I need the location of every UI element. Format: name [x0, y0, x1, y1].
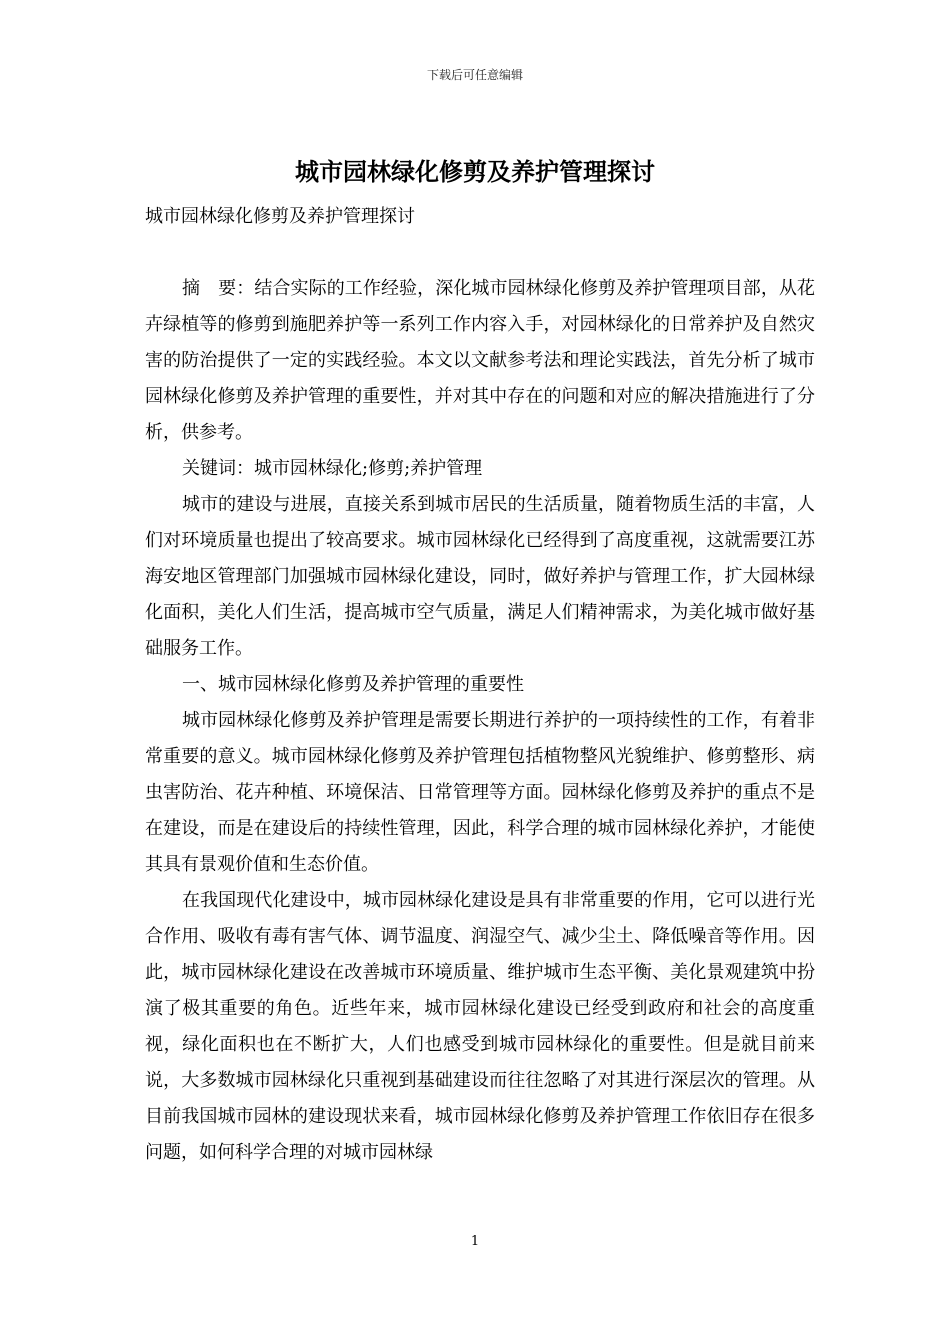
document-title: 城市园林绿化修剪及养护管理探讨	[295, 157, 655, 186]
document-subtitle: 城市园林绿化修剪及养护管理探讨	[145, 206, 415, 227]
body-paragraph: 在我国现代化建设中，城市园林绿化建设是具有非常重要的作用，它可以进行光合作用、吸收有毒有害气体、调节温度、润湿空气、减少尘土、降低噪音等作用。因此，城市园林绿化建设在改善城市环境质量、维护城市生态平衡、美化景观建筑中扮演了极其重要的角色。近些年来，城市园林绿化建设已经受到政府和社会的高度重视，绿化面积也在不断扩大，人们也感受到城市园林绿化的重要性。但是就目前来说，大多数城市园林绿化只重视到基础建设而往往忽略了对其进行深层次的管理。从目前我国城市园林的建设现状来看，城市园林绿化修剪及养护管理工作依旧存在很多问题，如何科学合理的对城市园林绿	[145, 890, 815, 1163]
page-number: 1	[470, 1234, 480, 1249]
document-body	[145, 199, 815, 1171]
intro-paragraph: 城市的建设与进展，直接关系到城市居民的生活质量，随着物质生活的丰富，人们对环境质量也提出了较高要求。城市园林绿化已经得到了高度重视，这就需要江苏海安地区管理部门加强城市园林绿化建设，同时，做好养护与管理工作，扩大园林绿化面积，美化人们生活，提高城市空气质量，满足人们精神需求，为美化城市做好基础服务工作。	[145, 494, 815, 659]
abstract-paragraph: 摘 要：结合实际的工作经验，深化城市园林绿化修剪及养护管理项目部，从花卉绿植等的修剪到施肥养护等一系列工作内容入手，对园林绿化的日常养护及自然灾害的防治提供了一定的实践经验。本文以文献参考法和理论实践法，首先分析了城市园林绿化修剪及养护管理的重要性，并对其中存在的问题和对应的解决措施进行了分析，供参考。	[145, 278, 815, 443]
body-paragraph: 城市园林绿化修剪及养护管理是需要长期进行养护的一项持续性的工作，有着非常重要的意义。城市园林绿化修剪及养护管理包括植物整风光貌维护、修剪整形、病虫害防治、花卉种植、环境保洁、日常管理等方面。园林绿化修剪及养护的重点不是在建设，而是在建设后的持续性管理，因此，科学合理的城市园林绿化养护，才能使其具有景观价值和生态价值。	[145, 710, 815, 875]
header-note: 下载后可任意编辑	[426, 68, 523, 82]
section-heading: 一、城市园林绿化修剪及养护管理的重要性	[182, 674, 524, 695]
keywords-line: 关键词：城市园林绿化;修剪;养护管理	[182, 458, 483, 479]
